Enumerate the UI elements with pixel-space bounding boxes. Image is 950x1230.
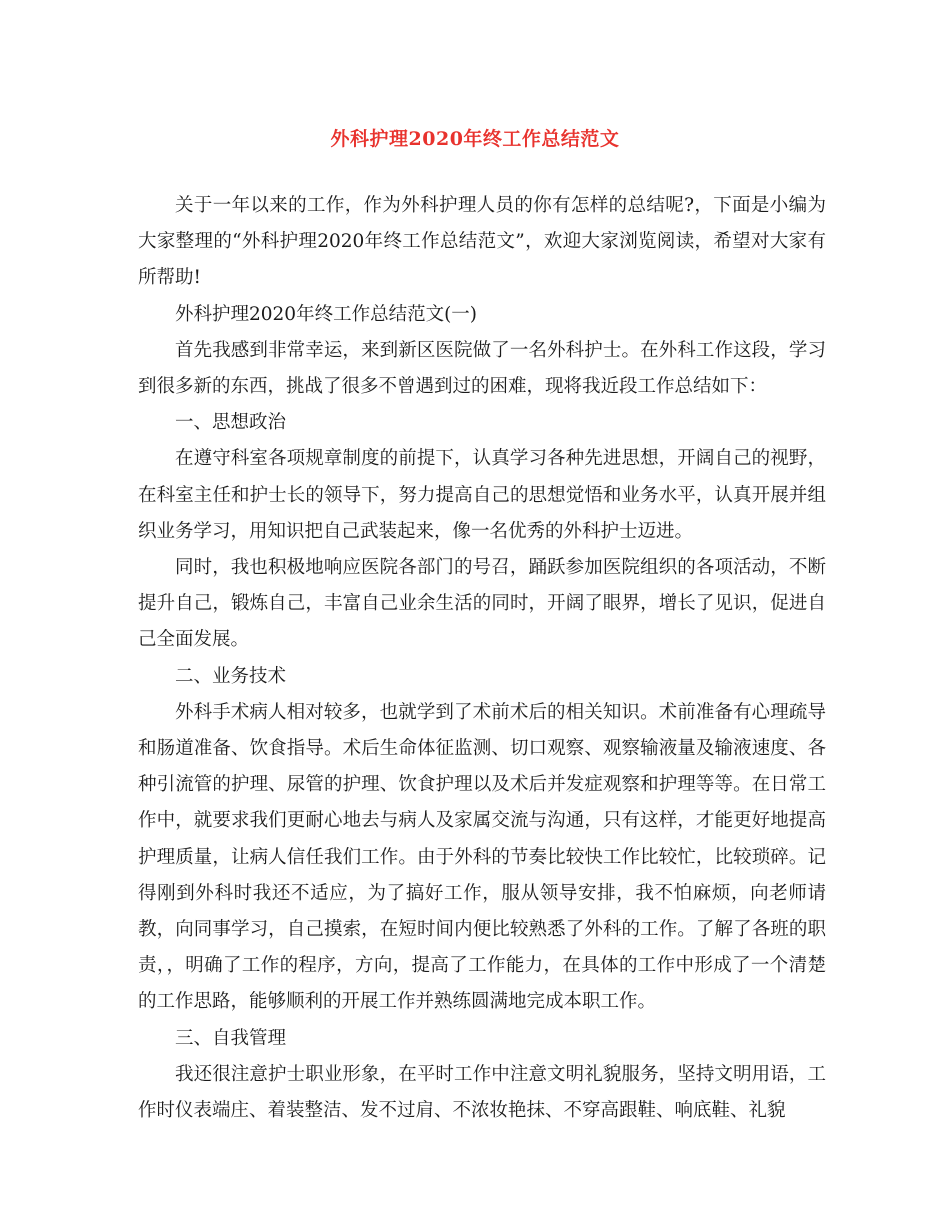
document-body (138, 188, 826, 1129)
activities-paragraph: 同时，我也积极地响应医院各部门的号召，踊跃参加医院组织的各项活动，不断提升自己，锻炼自己，丰富自己业余生活的同时，开阔了眼界，增长了见识，促进自己全面发展。 (138, 557, 826, 651)
heading-skills: 二、业务技术 (175, 665, 287, 687)
opening-paragraph: 首先我感到非常幸运，来到新区医院做了一名外科护士。在外科工作这段，学习到很多新的东西，挑战了很多不曾遇到过的困难，现将我近段工作总结如下： (138, 339, 826, 398)
document-title: 外科护理2020年终工作总结范文 (330, 128, 620, 150)
heading-self-management: 三、自我管理 (175, 1027, 287, 1049)
intro-paragraph: 关于一年以来的工作，作为外科护理人员的你有怎样的总结呢?，下面是小编为大家整理的“外科护理2020年终工作总结范文”，欢迎大家浏览阅读，希望对大家有所帮助! (138, 195, 826, 289)
heading-politics: 一、思想政治 (175, 412, 287, 434)
self-management-paragraph: 我还很注意护士职业形象，在平时工作中注意文明礼貌服务，坚持文明用语，工作时仪表端庄、着装整洁、发不过肩、不浓妆艳抹、不穿高跟鞋、响底鞋、礼貌 (138, 1063, 826, 1122)
section-title-one: 外科护理2020年终工作总结范文(一) (175, 303, 478, 325)
skills-paragraph: 外科手术病人相对较多，也就学到了术前术后的相关知识。术前准备有心理疏导和肠道准备、饮食指导。术后生命体征监测、切口观察、观察输液量及输液速度、各种引流管的护理、尿管的护理、饮食护理以及术后并发症观察和护理等等。在日常工作中，就要求我们更耐心地去与病人及家属交流与沟通，只有这样，才能更好地提高护理质量，让病人信任我们工作。由于外科的节奏比较快工作比较忙，比较琐碎。记得刚到外科时我还不适应，为了搞好工作，服从领导安排，我不怕麻烦，向老师请教，向同事学习，自己摸索，在短时间内便比较熟悉了外科的工作。了解了各班的职责，，明确了工作的程序，方向，提高了工作能力，在具体的工作中形成了一个清楚的工作思路，能够顺利的开展工作并熟练圆满地完成本职工作。 (138, 701, 826, 1013)
politics-paragraph: 在遵守科室各项规章制度的前提下，认真学习各种先进思想，开阔自己的视野，在科室主任和护士长的领导下，努力提高自己的思想觉悟和业务水平，认真开展并组织业务学习，用知识把自己武装起来，像一名优秀的外科护士迈进。 (138, 448, 826, 542)
